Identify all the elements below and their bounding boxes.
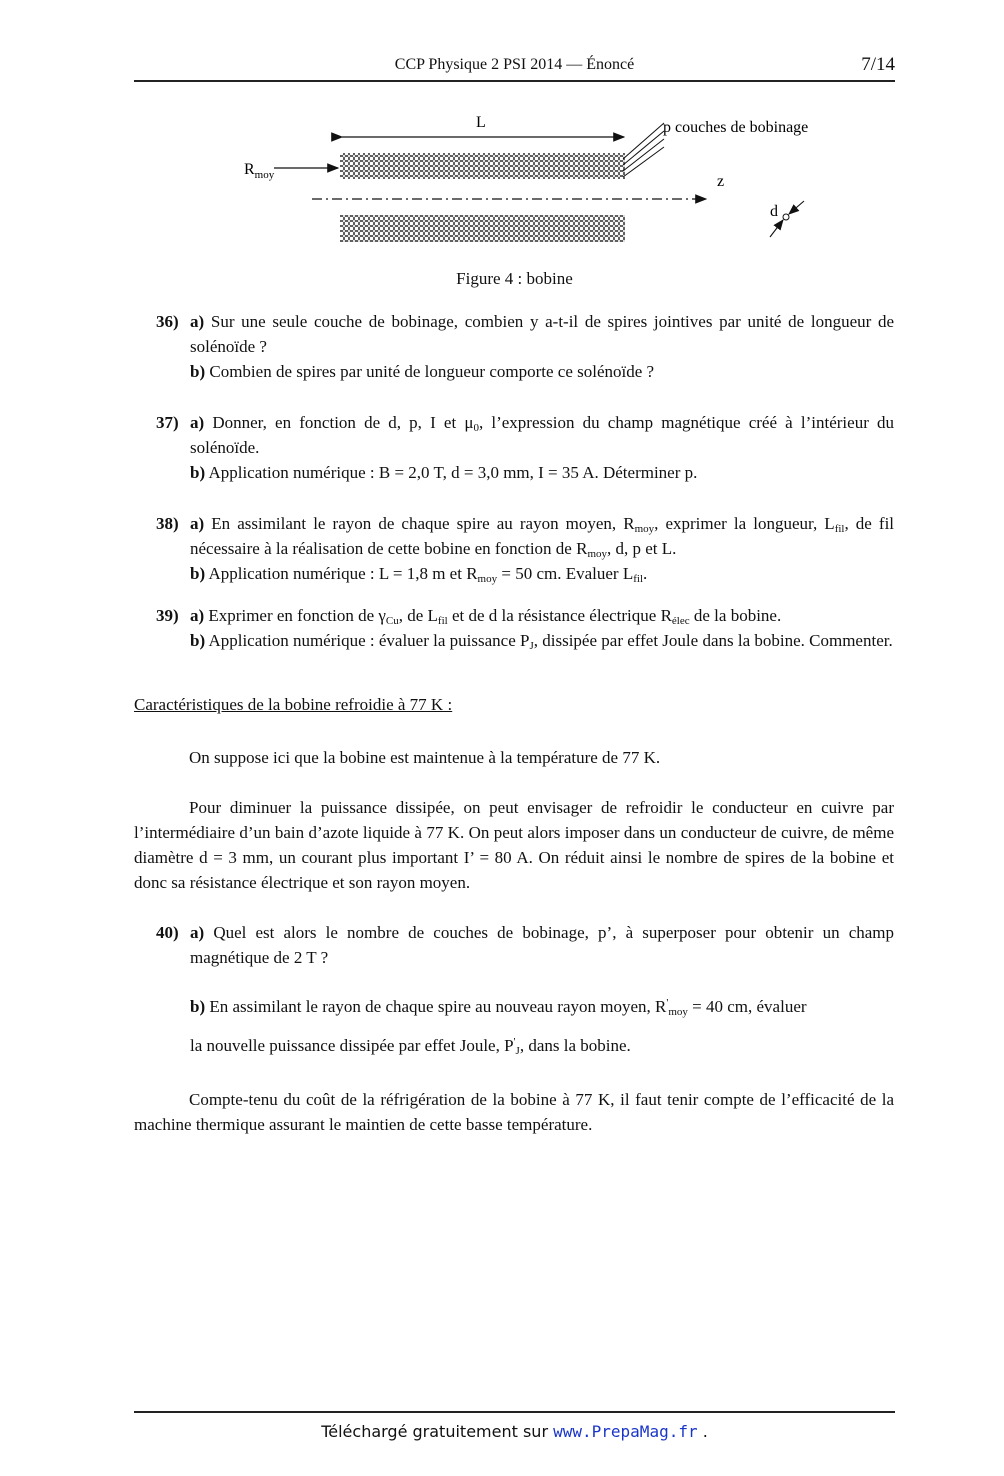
footer-link[interactable]: www.PrepaMag.fr — [553, 1422, 698, 1441]
question-number: 40) — [156, 923, 179, 942]
label-p-layers: p couches de bobinage — [663, 119, 809, 136]
wire-cross-section — [783, 214, 789, 220]
figure-caption: Figure 4 : bobine — [456, 269, 573, 288]
question-37: 37) a) Donner, en fonction de d, p, I et $\mu_0$, l’expression du champ magnétique créé à l’intérieur du solénoïde. b) Application numérique : B = 2,0 T, d = 3,0 mm, I = 35 A. Déterminer p. — [156, 410, 894, 485]
question-number: 37) — [156, 413, 179, 432]
page-header — [134, 56, 895, 80]
paragraph-3: Compte-tenu du coût de la réfrigération de la bobine à 77 K, il faut tenir compte de l’efficacité de la machine thermique assurant le maintien de cette basse température. — [134, 1090, 894, 1134]
footer-end: . — [697, 1422, 708, 1441]
question-38: 38) a) En assimilant le rayon de chaque spire au rayon moyen, $R_{moy}$, exprimer la longueur, $L_{fil}$, de fil nécessaire à la réalisation de cette bobine en fonction de $R_{moy}$, d, p et L. b) Application numérique : L = 1,8 m et $R_{moy} = 50$ cm. Evaluer $L_{fil}$. — [156, 511, 894, 586]
page-number: 7/14 — [861, 54, 895, 75]
header-rule — [134, 80, 895, 82]
winding-top — [340, 153, 625, 179]
footer-rule — [134, 1411, 895, 1413]
footer-text: Téléchargé gratuitement sur — [321, 1422, 554, 1441]
label-z: z — [717, 173, 725, 190]
question-number: 38) — [156, 514, 179, 533]
label-L: L — [476, 114, 486, 131]
coil-figure — [134, 106, 895, 271]
label-Rmoy: $R_{moy}$ — [244, 161, 275, 181]
d-arrow-upper — [789, 201, 804, 214]
paragraph-2: Pour diminuer la puissance dissipée, on peut envisager de refroidir le conducteur en cuivre par l’intermédiaire d’un bain d’azote liquide à 77 K. On peut alors imposer dans un conducteur de cuivre, de même diamètre d = 3 mm, un courant plus important I’ = 80 A. On réduit ainsi le nombre de spires de la bobine et donc sa résistance électrique et son rayon moyen. — [134, 798, 894, 892]
question-number: 39) — [156, 606, 179, 625]
d-arrow-lower — [770, 220, 783, 237]
paragraph-1: On suppose ici que la bobine est maintenue à la température de 77 K. — [189, 748, 661, 767]
section-title: Caractéristiques de la bobine refroidie à 77 K : — [134, 695, 453, 714]
question-39: 39) a) Exprimer en fonction de $\gamma_{Cu}$, de $L_{fil}$ et de d la résistance électrique $R_{élec}$ de la bobine. b) Application numérique : évaluer la puissance $P_J$, dissipée par effet Joule dans la bobine. Commenter. — [156, 603, 894, 653]
winding-bottom — [340, 215, 625, 242]
question-40: 40) a) Quel est alors le nombre de couches de bobinage, p’, à superposer pour obtenir un champ magnétique de 2 T ? b) En assimilant le rayon de chaque spire au nouveau rayon moyen, $R'_{moy} = 40$ cm, évaluer la nouvelle puissance dissipée par effet Joule, $P'_J$, dans la bobine. — [156, 920, 894, 1058]
page-footer — [134, 1422, 895, 1441]
question-number: 36) — [156, 312, 179, 331]
layers-pointer — [623, 123, 664, 177]
question-36: 36) a) Sur une seule couche de bobinage, combien y a-t-il de spires jointives par unité de longueur de solénoïde ? b) Combien de spires par unité de longueur comporte ce solénoïde ? — [156, 309, 894, 384]
label-d: d — [770, 203, 778, 220]
header-title: CCP Physique 2 PSI 2014 — Énoncé — [394, 56, 635, 73]
